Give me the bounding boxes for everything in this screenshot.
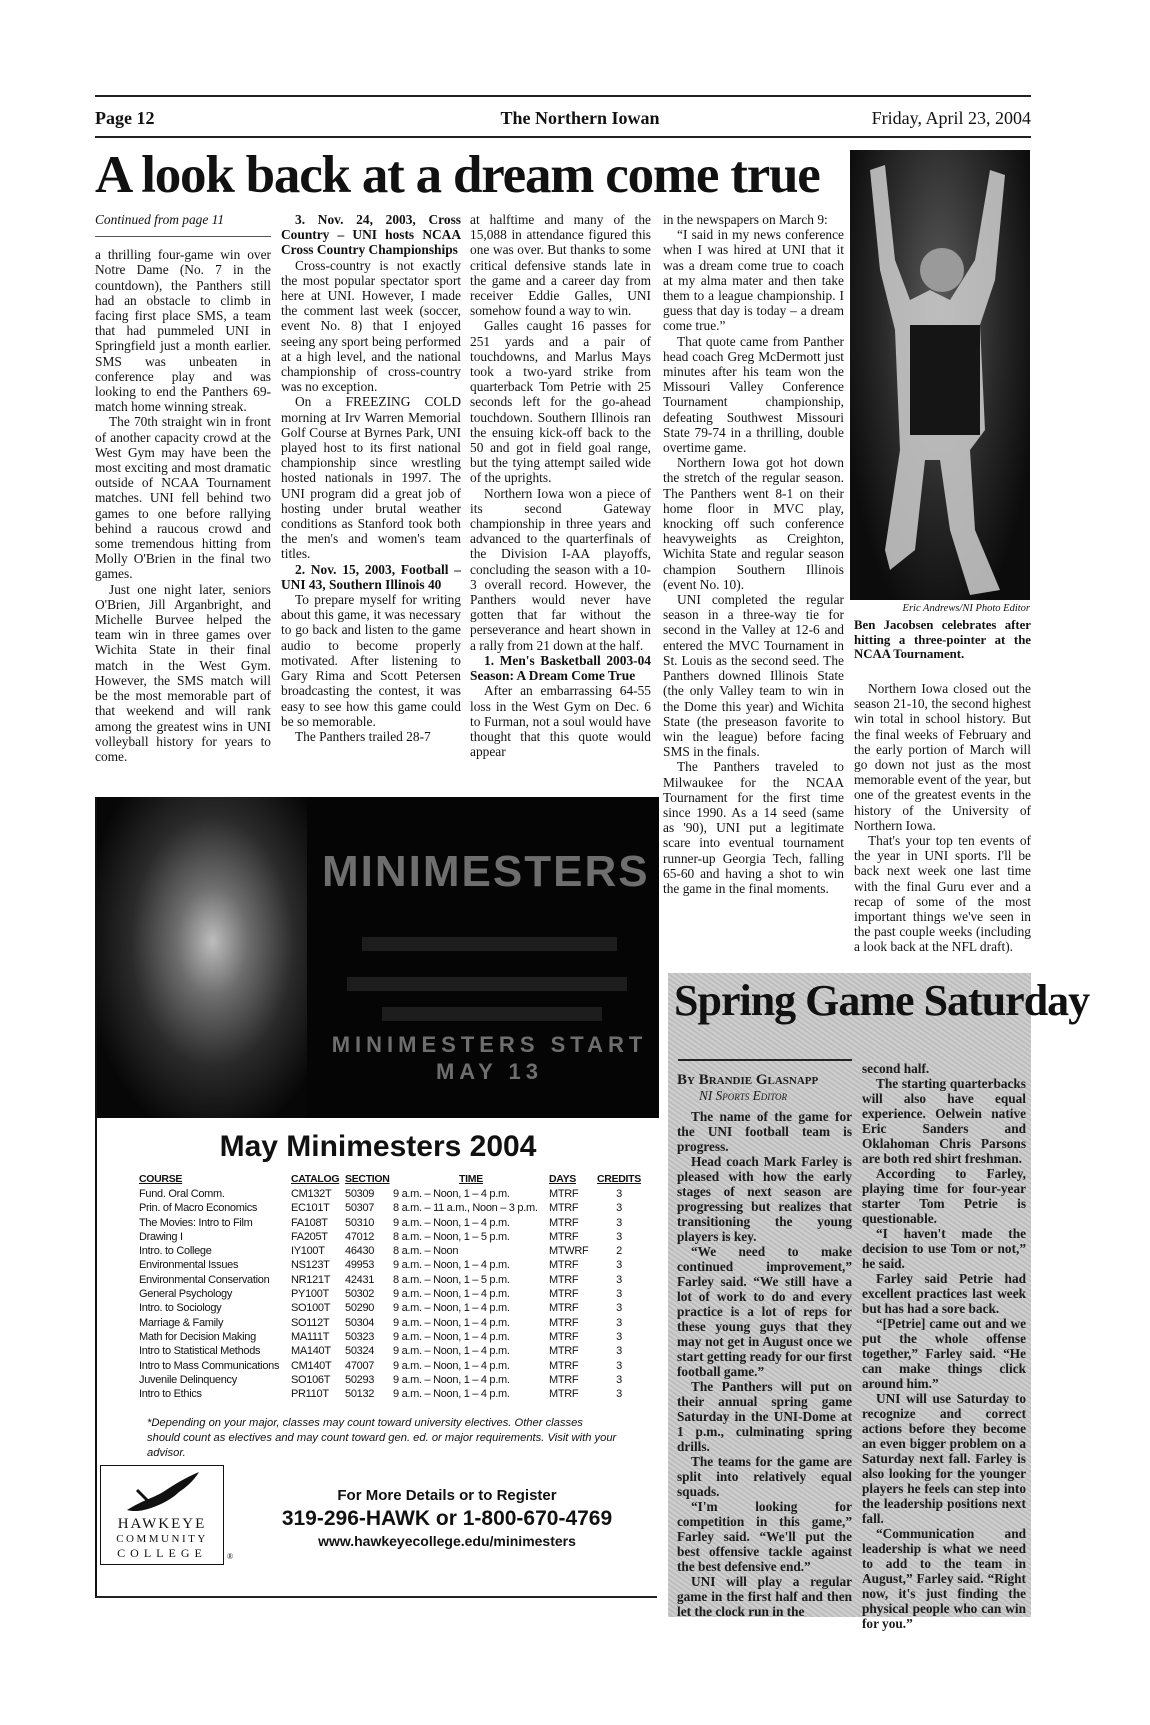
table-row bbox=[139, 1216, 644, 1230]
table-cell: 9 a.m. – Noon, 1 – 4 p.m. bbox=[393, 1359, 510, 1372]
spring-paragraph: Head coach Mark Farley is pleased with how the early stages of next season are progressing but realizes that transitioning the young players is key. bbox=[677, 1154, 852, 1244]
ad-bottom-rule bbox=[95, 1596, 657, 1598]
table-cell: MA111T bbox=[291, 1330, 330, 1343]
table-row bbox=[139, 1273, 644, 1287]
article-paragraph: That quote came from Panther head coach Greg McDermott just minutes after his team won the Missouri Valley Conference Tournament championship, defeating Southwest Missouri State 79-74 in a thrilling, double overtime game. bbox=[663, 333, 844, 456]
table-cell: IY100T bbox=[291, 1245, 325, 1258]
table-cell: MTRF bbox=[549, 1316, 579, 1329]
table-cell: 50290 bbox=[345, 1302, 375, 1315]
top-rule bbox=[95, 95, 1031, 97]
spring-paragraph: “Communication and leadership is what we need to add to the team in August,” Farley said. “Right now, it's just finding the physical people who can win for you.” bbox=[862, 1526, 1026, 1631]
table-cell: 3 bbox=[616, 1302, 622, 1315]
table-cell: Intro to Ethics bbox=[139, 1388, 202, 1401]
contact-heading: For More Details or to Register bbox=[337, 1487, 557, 1504]
table-cell: 9 a.m. – Noon, 1 – 4 p.m. bbox=[393, 1259, 510, 1272]
issue-date: Friday, April 23, 2004 bbox=[871, 108, 1031, 128]
column-header: COURSE bbox=[139, 1173, 183, 1185]
column-header: SECTION bbox=[345, 1173, 390, 1185]
table-cell: MTRF bbox=[549, 1259, 579, 1272]
table-cell: 3 bbox=[616, 1288, 622, 1301]
byline-rule bbox=[678, 1059, 852, 1061]
table-cell: MTRF bbox=[549, 1388, 579, 1401]
ad-start-date: MAY 13 bbox=[435, 1059, 544, 1084]
table-cell: Drawing I bbox=[139, 1230, 183, 1243]
table-cell: MTRF bbox=[549, 1230, 579, 1243]
registered-mark: ® bbox=[227, 1552, 234, 1561]
table-row bbox=[139, 1244, 644, 1258]
column-header: CATALOG bbox=[291, 1173, 340, 1185]
table-cell: 50293 bbox=[345, 1373, 375, 1386]
table-cell: PR110T bbox=[291, 1388, 329, 1401]
table-cell: MTRF bbox=[549, 1188, 579, 1200]
table-cell: 42431 bbox=[345, 1273, 375, 1286]
column-header: DAYS bbox=[549, 1173, 577, 1185]
table-cell: 3 bbox=[616, 1345, 622, 1358]
article-paragraph: “I said in my news conference when I was hired at UNI that it was a dream come true to coach at my alma mater and then take them to a league championship. I guess that day is today – a dream come true.” bbox=[663, 227, 844, 334]
table-cell: 9 a.m. – Noon, 1 – 4 p.m. bbox=[393, 1188, 510, 1200]
article-paragraph: Just one night later, seniors O'Brien, Jill Arganbright, and Michelle Burvee helped the team win in three games over Wichita State in their final match in the West Gym. However, the SMS match will be the most memorable part of that weekend and will rank among the greatest wins in UNI volleyball history for years to come. bbox=[95, 581, 271, 764]
table-cell: 9 a.m. – Noon, 1 – 4 p.m. bbox=[393, 1330, 510, 1343]
table-cell: 3 bbox=[616, 1216, 622, 1229]
table-cell: 9 a.m. – Noon, 1 – 4 p.m. bbox=[393, 1345, 510, 1358]
ad-student-photo bbox=[97, 797, 307, 1118]
article-paragraph: The Panthers trailed 28-7 bbox=[295, 728, 431, 744]
table-cell: SO100T bbox=[291, 1302, 331, 1315]
spring-paragraph: Farley said Petrie had excellent practices last week but has had a sore back. bbox=[862, 1271, 1026, 1316]
section-heading: 1. Men's Basketball 2003-04 Season: A Dream Come True bbox=[470, 652, 651, 684]
article-column-2 bbox=[281, 212, 461, 782]
table-cell: General Psychology bbox=[139, 1288, 233, 1301]
table-cell: Marriage & Family bbox=[139, 1316, 224, 1329]
table-cell: MTRF bbox=[549, 1345, 579, 1358]
article-paragraph: The Panthers traveled to Milwaukee for the NCAA Tournament for the first time since 1990. As a 14 seed (same as '90), UNI put a legitimate scare into eventual tournament runner-up Georgia Tech, falling 65-60 and having a shot to win the game in the final moments. bbox=[663, 759, 844, 896]
table-cell: 9 a.m. – Noon, 1 – 4 p.m. bbox=[393, 1373, 510, 1386]
article-paragraph: UNI completed the regular season in a three-way tie for second in the Valley at 12-6 and entered the MVC Tournament in St. Louis as the second seed. The Panthers downed Illinois State (the only Valley team to win in the Dome this year) and Wichita State (the preseason favorite to win the league) before facing SMS in the finals. bbox=[663, 592, 844, 760]
table-cell: 50302 bbox=[345, 1288, 375, 1301]
table-row bbox=[139, 1373, 644, 1387]
table-cell: 50309 bbox=[345, 1188, 375, 1200]
table-row bbox=[139, 1387, 644, 1401]
ad-contact bbox=[232, 1485, 662, 1551]
article-paragraph: Galles caught 16 passes for 251 yards and a pair of touchdowns, and Marlus Mays took a two-yard strike from quarterback Tom Petrie with 25 seconds left for the go-ahead touchdown. Southern Illinois ran the ensuing kick-off back to the 50 and got in field goal range, but the tying attempt sailed wide of the uprights. bbox=[470, 318, 651, 486]
table-cell: 9 a.m. – Noon, 1 – 4 p.m. bbox=[393, 1388, 510, 1401]
article-paragraph: On a FREEZING COLD morning at Irv Warren Memorial Golf Course at Byrnes Park, UNI played host to its first national championship since wrestling hosted nationals in 1997. The UNI program did a great job of hosting under brutal weather conditions as Stanford took both the men's and women's team titles. bbox=[281, 394, 461, 562]
header-rule bbox=[95, 136, 1031, 138]
table-cell: MTWRF bbox=[549, 1245, 589, 1258]
hawkeye-college-logo bbox=[100, 1465, 224, 1565]
article-paragraph: a thrilling four-game win over Notre Dame (No. 7 in the countdown), the Panthers still had an obstacle to climb in facing first place SMS, a team that had pummeled UNI in Springfield just a month earlier. SMS was unbeaten in conference play and was looking to end the Panthers 69-match home winning streak. bbox=[95, 247, 271, 415]
table-cell: MTRF bbox=[549, 1216, 579, 1229]
table-cell: 8 a.m. – Noon bbox=[393, 1245, 459, 1258]
photo-credit: Eric Andrews/NI Photo Editor bbox=[902, 603, 1030, 614]
table-cell: NR121T bbox=[291, 1273, 331, 1286]
ad-title: May Minimesters 2004 bbox=[219, 1130, 537, 1163]
table-cell: Fund. Oral Comm. bbox=[139, 1188, 225, 1200]
table-cell: 9 a.m. – Noon, 1 – 4 p.m. bbox=[393, 1216, 510, 1229]
article-column-5 bbox=[854, 681, 1031, 966]
contact-phones: 319-296-HAWK or 1-800-670-4769 bbox=[281, 1507, 613, 1530]
byline-role: NI Sports Editor bbox=[699, 1088, 788, 1103]
minimesters-ad bbox=[95, 797, 659, 1597]
table-cell: Prin. of Macro Economics bbox=[139, 1202, 258, 1215]
article-paragraph: To prepare myself for writing about this game, it was necessary to go back and listen to the game audio to become properly motivated. After listening to Gary Rima and Scott Petersen broadcasting the contest, it was easy to see how this game could be so memorable. bbox=[281, 592, 461, 729]
table-cell: The Movies: Intro to Film bbox=[139, 1216, 253, 1229]
logo-line-3: COLLEGE bbox=[117, 1546, 207, 1560]
table-row bbox=[139, 1330, 644, 1344]
spring-paragraph: “I'm looking for competition in this game,” Farley said. “We'll put the best offensive tackle against the best defensive end.” bbox=[677, 1499, 852, 1574]
article-paragraph: After an embarrassing 64-55 loss in the West Gym on Dec. 6 to Furman, not a soul would have thought that this quote would appear bbox=[470, 683, 651, 760]
table-cell: 3 bbox=[616, 1230, 622, 1243]
course-schedule-table bbox=[139, 1173, 644, 1401]
article-paragraph: at halftime and many of the 15,088 in attendance figured this one was over. But thanks to some critical defensive stands late in the game and a career day from receiver Eddie Galles, UNI somehow found a way to win. bbox=[470, 212, 651, 319]
table-cell: CM132T bbox=[291, 1188, 332, 1200]
table-cell: 3 bbox=[616, 1359, 622, 1372]
table-cell: 3 bbox=[616, 1188, 622, 1200]
article-paragraph: Northern Iowa got hot down the stretch of the regular season. The Panthers went 8-1 on their home floor in MVC play, knocking off such conference heavyweights as Creighton, Wichita State and regular season champion Southern Illinois (event No. 10). bbox=[663, 455, 844, 592]
table-cell: NS123T bbox=[291, 1259, 330, 1272]
spring-paragraph: According to Farley, playing time for four-year starter Tom Petrie is questionable. bbox=[862, 1166, 1026, 1226]
article-paragraph: Cross-country is not exactly the most popular spectator sport here at UNI. However, I made the comment last week (soccer, event No. 8) that I enjoyed seeing any sport being performed at a high level, and the national championship of cross-country was no exception. bbox=[281, 257, 461, 395]
headline: A look back at a dream come true bbox=[95, 146, 820, 204]
ad-illegible-line bbox=[362, 937, 617, 951]
table-row bbox=[139, 1230, 644, 1244]
spring-paragraph: “We need to make continued improvement,” Farley said. “We still have a lot of work to do and every practice is a lot of reps for these young guys that they may not get in August once we start getting ready for our first football game.” bbox=[677, 1244, 852, 1379]
article-column-4 bbox=[663, 212, 844, 964]
spring-paragraph: second half. bbox=[862, 1061, 930, 1076]
table-row bbox=[139, 1344, 644, 1358]
table-cell: 50132 bbox=[345, 1388, 375, 1401]
table-header-row bbox=[139, 1173, 644, 1187]
continued-from-label: Continued from page 11 bbox=[95, 212, 271, 237]
table-cell: 50304 bbox=[345, 1316, 375, 1329]
table-cell: 46430 bbox=[345, 1245, 375, 1258]
byline: By Brandie Glasnapp bbox=[677, 1072, 819, 1088]
contact-url[interactable]: www.hawkeyecollege.edu/minimesters bbox=[318, 1533, 576, 1549]
table-row bbox=[139, 1287, 644, 1301]
ad-start-line: MINIMESTERS START bbox=[331, 1032, 648, 1057]
table-cell: EC101T bbox=[291, 1202, 330, 1215]
table-cell: 9 a.m. – Noon, 1 – 4 p.m. bbox=[393, 1316, 510, 1329]
table-cell: 3 bbox=[616, 1388, 622, 1401]
spring-game-article bbox=[668, 973, 1090, 1631]
table-cell: MTRF bbox=[549, 1302, 579, 1315]
paper-name: The Northern Iowan bbox=[500, 108, 660, 128]
table-cell: 49953 bbox=[345, 1259, 375, 1272]
article-paragraph: Northern Iowa won a piece of its second Gateway championship in three years and advanced to the quarterfinals of the Division I-AA playoffs, concluding the season with a 10-3 overall record. However, the Panthers would never have gotten that far without the perseverance and heart shown in a rally from 21 down at the half. bbox=[470, 485, 651, 653]
article-paragraph: Northern Iowa closed out the season 21-10, the second highest win total in school history. But the final weeks of February and the early portion of March will go down not just as the most memorable event of the year, but one of the greatest events in the history of the University of Northern Iowa. bbox=[854, 681, 1031, 833]
table-cell: 3 bbox=[616, 1330, 622, 1343]
section-heading: 3. Nov. 24, 2003, Cross Country – UNI hosts NCAA Cross Country Championships bbox=[281, 212, 461, 258]
table-cell: MA140T bbox=[291, 1345, 331, 1358]
spring-paragraph: The starting quarterbacks will also have equal experience. Oelwein native Eric Sanders and Oklahoman Chris Parsons are both red shirt freshman. bbox=[862, 1076, 1026, 1166]
basketball-player-photo bbox=[850, 150, 1030, 600]
table-cell: MTRF bbox=[549, 1273, 579, 1286]
spring-column-2 bbox=[862, 1061, 1026, 1631]
table-cell: MTRF bbox=[549, 1288, 579, 1301]
table-cell: 9 a.m. – Noon, 1 – 4 p.m. bbox=[393, 1288, 510, 1301]
table-cell: CM140T bbox=[291, 1359, 332, 1372]
table-cell: Intro. to College bbox=[139, 1245, 212, 1258]
article-column-3 bbox=[470, 212, 651, 782]
table-cell: 3 bbox=[616, 1373, 622, 1386]
table-row bbox=[139, 1201, 644, 1215]
section-heading: 2. Nov. 15, 2003, Football – UNI 43, Southern Illinois 40 bbox=[281, 561, 461, 592]
table-cell: Intro to Statistical Methods bbox=[139, 1345, 261, 1358]
column-header: CREDITS bbox=[597, 1173, 641, 1185]
ad-banner-title: MINIMESTERS bbox=[322, 847, 650, 896]
table-cell: MTRF bbox=[549, 1359, 579, 1372]
table-cell: Intro to Mass Communications bbox=[139, 1359, 280, 1372]
table-cell: 9 a.m. – Noon, 1 – 4 p.m. bbox=[393, 1302, 510, 1315]
logo-line-2: COMMUNITY bbox=[116, 1533, 208, 1545]
table-cell: MTRF bbox=[549, 1330, 579, 1343]
photo-caption: Ben Jacobsen celebrates after hitting a three-pointer at the NCAA Tournament. bbox=[854, 618, 1031, 661]
table-cell: Environmental Issues bbox=[139, 1259, 239, 1272]
spring-column-1 bbox=[677, 1065, 852, 1619]
table-cell: 8 a.m. – Noon, 1 – 5 p.m. bbox=[393, 1273, 510, 1286]
table-row bbox=[139, 1316, 644, 1330]
table-row bbox=[139, 1258, 644, 1272]
table-cell: 50310 bbox=[345, 1216, 375, 1229]
table-row bbox=[139, 1301, 644, 1315]
table-cell: 8 a.m. – Noon, 1 – 5 p.m. bbox=[393, 1230, 510, 1243]
table-cell: MTRF bbox=[549, 1373, 579, 1386]
table-cell: FA205T bbox=[291, 1230, 328, 1243]
table-cell: Intro. to Sociology bbox=[139, 1302, 222, 1315]
spring-paragraph: “I haven't made the decision to use Tom or not,” he said. bbox=[862, 1226, 1026, 1271]
spring-game-headline: Spring Game Saturday bbox=[674, 976, 1090, 1025]
table-cell: 50324 bbox=[345, 1345, 375, 1358]
table-cell: SO106T bbox=[291, 1373, 331, 1386]
spring-paragraph: “[Petrie] came out and we put the whole offense together,” Farley said. “He can make things click around him.” bbox=[862, 1316, 1026, 1391]
table-cell: MTRF bbox=[549, 1202, 579, 1215]
article-paragraph: in the newspapers on March 9: bbox=[663, 212, 828, 227]
table-cell: Juvenile Delinquency bbox=[139, 1373, 237, 1386]
article-paragraph: The 70th straight win in front of another capacity crowd at the West Gym may have been the most exciting and most dramatic outside of NCAA Tournament matches. UNI fell behind two games to one before rallying behind a raucous crowd and some tremendous hitting from Molly O'Brien in the final two games. bbox=[95, 414, 271, 582]
article-column-1 bbox=[95, 212, 271, 782]
table-cell: 47007 bbox=[345, 1359, 375, 1372]
table-row bbox=[139, 1187, 644, 1201]
table-cell: 3 bbox=[616, 1202, 622, 1215]
article-paragraph: That's your top ten events of the year in UNI sports. I'll be back next week one last time with the final Guru ever and a recap of some of the most important things we've seen in the past couple weeks (including a look back at the NFL draft). bbox=[854, 833, 1031, 955]
page-number: Page 12 bbox=[95, 108, 155, 128]
table-cell: SO112T bbox=[291, 1316, 330, 1329]
ad-banner-image bbox=[97, 797, 659, 1118]
ad-illegible-line bbox=[347, 977, 627, 991]
table-cell: PY100T bbox=[291, 1288, 329, 1301]
player-silhouette-icon bbox=[850, 150, 1030, 600]
column-header: TIME bbox=[459, 1173, 483, 1185]
logo-line-1: HAWKEYE bbox=[117, 1516, 207, 1532]
table-cell: 3 bbox=[616, 1273, 622, 1286]
ad-illegible-line bbox=[382, 1007, 602, 1021]
table-cell: 2 bbox=[616, 1245, 622, 1258]
spring-paragraph: The Panthers will put on their annual spring game Saturday in the UNI-Dome at 1 p.m., culminating spring drills. bbox=[677, 1379, 852, 1454]
spring-paragraph: The teams for the game are split into relatively equal squads. bbox=[677, 1454, 852, 1499]
ad-footnote: *Depending on your major, classes may count toward university electives. Other classes should count as electives and may count toward gen. ed. or major requirements. Visit with your advisor. bbox=[147, 1417, 617, 1459]
spring-paragraph: The name of the game for the UNI football team is progress. bbox=[677, 1109, 852, 1154]
table-cell: Math for Decision Making bbox=[139, 1330, 256, 1343]
hawk-icon bbox=[123, 1470, 203, 1514]
spring-paragraph: UNI will use Saturday to recognize and correct actions before they become an even bigger problem on a Saturday next fall. Farley is also looking for the younger players he feels can step into the leadership positions next fall. bbox=[862, 1391, 1026, 1526]
table-cell: Environmental Conservation bbox=[139, 1273, 270, 1286]
table-cell: 50307 bbox=[345, 1202, 375, 1215]
table-cell: 3 bbox=[616, 1316, 622, 1329]
table-cell: 8 a.m. – 11 a.m., Noon – 3 p.m. bbox=[393, 1202, 538, 1215]
spring-paragraph: UNI will play a regular game in the first half and then let the clock run in the bbox=[677, 1574, 852, 1619]
table-cell: 47012 bbox=[345, 1230, 375, 1243]
table-cell: FA108T bbox=[291, 1216, 328, 1229]
table-cell: 3 bbox=[616, 1259, 622, 1272]
table-cell: 50323 bbox=[345, 1330, 375, 1343]
table-row bbox=[139, 1359, 644, 1373]
